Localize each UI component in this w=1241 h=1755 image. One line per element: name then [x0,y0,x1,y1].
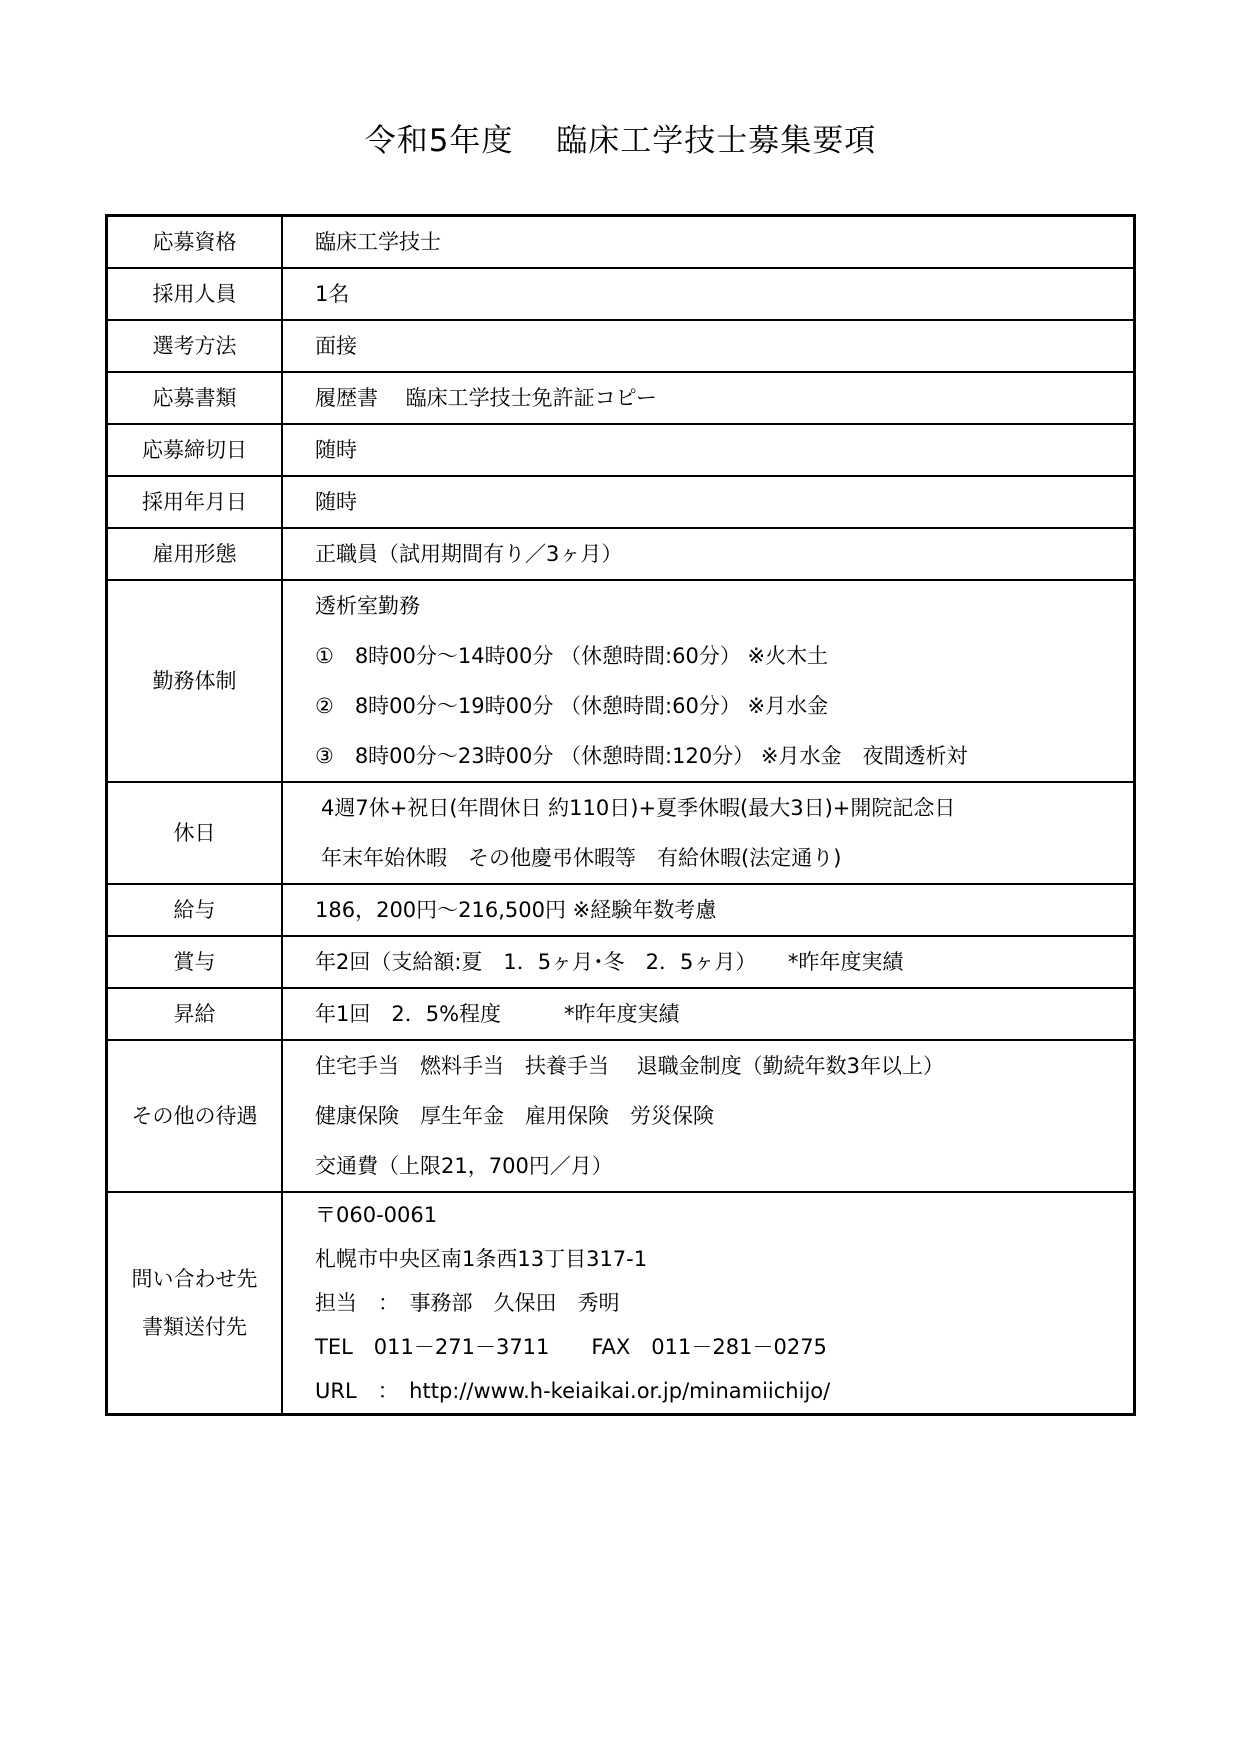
row-label: 応募書類 [107,372,283,424]
table-row [107,216,1135,269]
send-documents-label: 書類送付先 [142,1315,247,1339]
row-value [282,1192,1135,1415]
row-value: 随時 [282,424,1135,476]
row-value: 正職員（試用期間有り／3ヶ月） [282,528,1135,580]
row-label: 昇給 [107,988,283,1040]
row-value: 4週7休+祝日(年間休日 約110日)+夏季休暇(最大3日)+開院記念日 年末年始休暇 その他慶弔休暇等 有給休暇(法定通り) [282,782,1135,884]
contact-label: 問い合わせ先 [131,1267,258,1291]
row-label: 採用人員 [107,268,283,320]
table-row [107,528,1135,580]
table-row [107,884,1135,936]
row-label: 給与 [107,884,283,936]
table-row [107,372,1135,424]
recruitment-table [105,214,1136,1416]
table-row [107,580,1135,782]
phone-fax: TEL 011－271－3711 FAX 011－281－0275 [315,1335,827,1359]
row-label: 勤務体制 [107,580,283,782]
row-label: 休日 [107,782,283,884]
table-row [107,988,1135,1040]
contact-person: 担当 ： 事務部 久保田 秀明 [315,1291,620,1315]
table-row [107,1192,1135,1415]
row-label: 応募資格 [107,216,283,269]
row-value: 随時 [282,476,1135,528]
website-url: URL ： http://www.h-keiaikai.or.jp/minamiichijo/ [315,1379,831,1403]
table-row [107,782,1135,884]
row-value: 1名 [282,268,1135,320]
table-row [107,320,1135,372]
row-label: 採用年月日 [107,476,283,528]
postal-code: 〒060-0061 [315,1203,438,1227]
row-label [107,1192,283,1415]
row-label: 選考方法 [107,320,283,372]
row-label: 賞与 [107,936,283,988]
address: 札幌市中央区南1条西13丁目317-1 [315,1247,648,1271]
table-row [107,424,1135,476]
table-row [107,476,1135,528]
table-row [107,268,1135,320]
row-value: 履歴書 臨床工学技士免許証コピー [282,372,1135,424]
document-title: 令和5年度 臨床工学技士募集要項 [364,123,877,159]
row-label: 雇用形態 [107,528,283,580]
row-value: 面接 [282,320,1135,372]
row-value: 住宅手当 燃料手当 扶養手当 退職金制度（勤続年数3年以上） 健康保険 厚生年金 雇用保険 労災保険 交通費（上限21，700円／月） [282,1040,1135,1192]
row-value: 透析室勤務 ① 8時00分～14時00分 （休憩時間:60分） ※火木土 ② 8時00分～19時00分 （休憩時間:60分） ※月水金 ③ 8時00分～23時00分 （休憩時間:120分） ※月水金 夜間透析対 [282,580,1135,782]
row-value: 186，200円～216,500円 ※経験年数考慮 [282,884,1135,936]
row-value: 年2回（支給額:夏 1．5ヶ月･冬 2．5ヶ月） *昨年度実績 [282,936,1135,988]
row-label: その他の待遇 [107,1040,283,1192]
row-value: 年1回 2．5%程度 *昨年度実績 [282,988,1135,1040]
row-value: 臨床工学技士 [282,216,1135,269]
table-row [107,1040,1135,1192]
table-row [107,936,1135,988]
row-label: 応募締切日 [107,424,283,476]
